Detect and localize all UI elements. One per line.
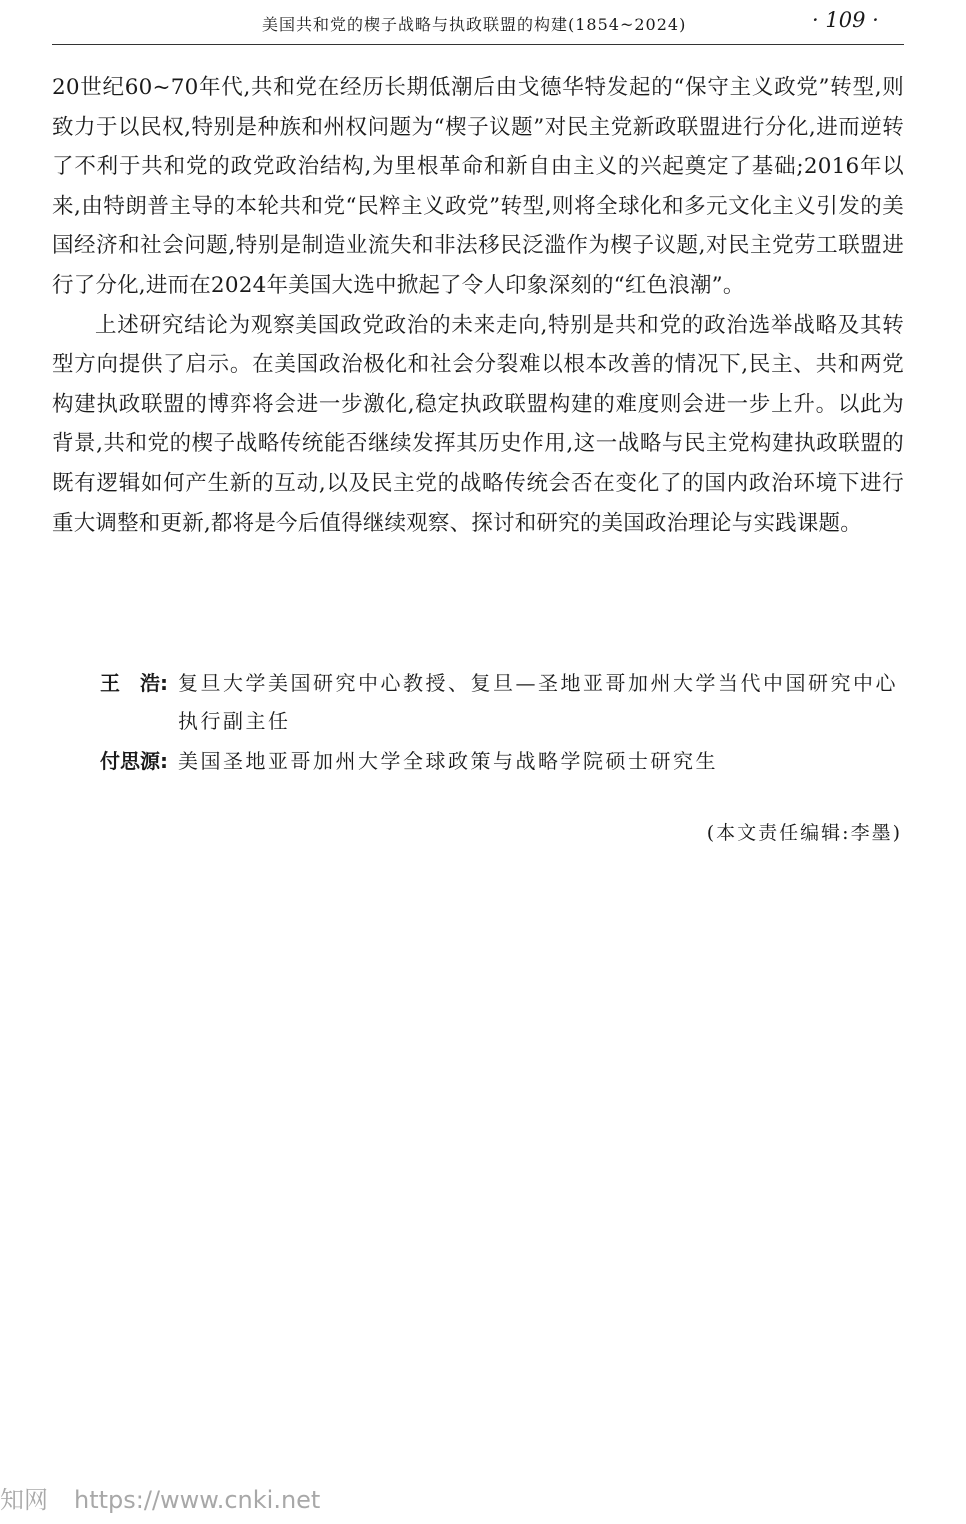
author-name: 王 浩: (100, 671, 168, 695)
author-info (100, 664, 906, 782)
paragraph-continued: 20世纪60~70年代,共和党在经历长期低潮后由戈德华特发起的“保守主义政党”转型,则致力于以民权,特别是种族和州权问题为“楔子议题”对民主党新政联盟进行分化,进而逆转了不利于共和党的政党政治结构,为里根革命和新自由主义的兴起奠定了基础;2016年以来,由特朗普主导的本轮共和党“民粹主义政党”转型,则将全球化和多元文化主义引发的美国经济和社会问题,特别是制造业流失和非法移民泛滥作为楔子议题,对民主党劳工联盟进行了分化,进而在2024年美国大选中掀起了令人印象深刻的“红色浪潮”。 (52, 75, 904, 298)
author-name: 付思源: (100, 749, 168, 773)
watermark-site: 知网 (0, 1486, 48, 1514)
watermark-url: https://www.cnki.net (74, 1486, 321, 1514)
paragraph-conclusion: 上述研究结论为观察美国政党政治的未来走向,特别是共和党的政治选举战略及其转型方向提供了启示。在美国政治极化和社会分裂难以根本改善的情况下,民主、共和两党构建执政联盟的博弈将会进一步激化,稳定执政联盟构建的难度则会进一步上升。以此为背景,共和党的楔子战略传统能否继续发挥其历史作用,这一战略与民主党构建执政联盟的既有逻辑如何产生新的互动,以及民主党的战略传统会否在变化了的国内政治环境下进行重大调整和更新,都将是今后值得继续观察、探讨和研究的美国政治理论与实践课题。 (52, 312, 904, 536)
running-header-title: 美国共和党的楔子战略与执政联盟的构建(1854~2024) (262, 15, 687, 34)
author-affiliation: 复旦大学美国研究中心教授、复旦—圣地亚哥加州大学当代中国研究中心执行副主任 (178, 671, 898, 733)
page-number: · 109 · (812, 8, 879, 32)
author-entry (100, 664, 906, 740)
author-affiliation: 美国圣地亚哥加州大学全球政策与战略学院硕士研究生 (178, 749, 718, 773)
running-header (0, 0, 966, 40)
cnki-watermark (0, 1480, 320, 1515)
author-entry (100, 742, 906, 780)
header-rule (52, 44, 904, 45)
article-body (52, 68, 904, 543)
editor-note: (本文责任编辑:李墨) (706, 822, 902, 844)
